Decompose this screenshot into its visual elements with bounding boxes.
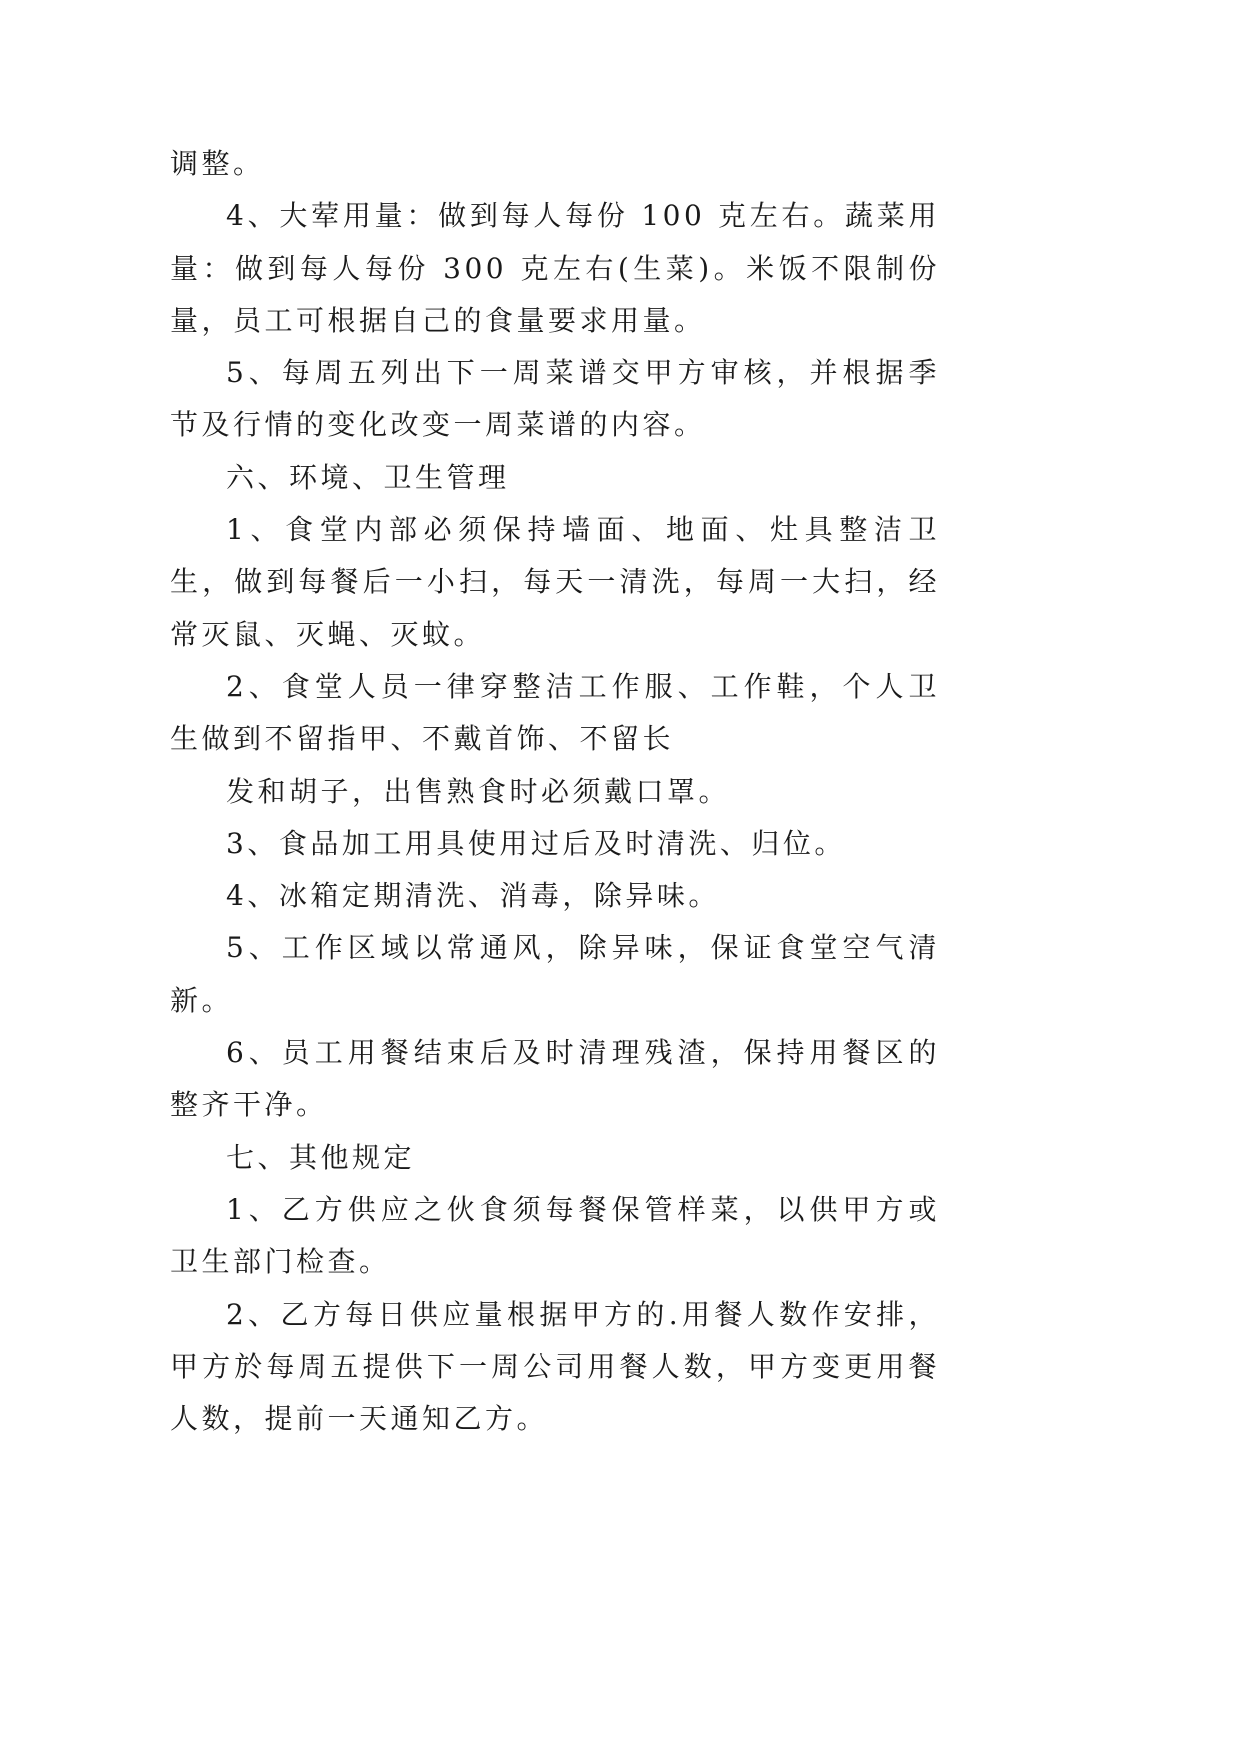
paragraph-meat-vegetable-portion: 4、大荤用量：做到每人每份 100 克左右。蔬菜用量：做到每人每份 300 克左右(生菜)。米饭不限制份量，员工可根据自己的食量要求用量。 <box>170 199 940 337</box>
paragraph-daily-supply: 2、乙方每日供应量根据甲方的.用餐人数作安排，甲方於每周五提供下一周公司用餐人数，甲方变更用餐人数，提前一天通知乙方。 <box>170 1297 940 1436</box>
paragraph-staff-uniform-continued: 发和胡子，出售熟食时必须戴口罩。 <box>226 774 731 808</box>
paragraph-staff-uniform: 2、食堂人员一律穿整洁工作服、工作鞋，个人卫生做到不留指甲、不戴首饰、不留长 <box>170 669 940 756</box>
paragraph-weekly-menu: 5、每周五列出下一周菜谱交甲方审核，并根据季节及行情的变化改变一周菜谱的内容。 <box>170 356 940 442</box>
section-heading-hygiene: 六、环境、卫生管理 <box>226 460 510 494</box>
document-body <box>170 138 940 1445</box>
paragraph-ventilation: 5、工作区域以常通风，除异味，保证食堂空气清新。 <box>170 931 940 1017</box>
paragraph-canteen-cleaning: 1、食堂内部必须保持墙面、地面、灶具整洁卫生，做到每餐后一小扫，每天一清洗，每周一大扫，经常灭鼠、灭蝇、灭蚊。 <box>170 513 940 651</box>
paragraph-dining-area: 6、员工用餐结束后及时清理残渣，保持用餐区的整齐干净。 <box>170 1036 940 1122</box>
paragraph-fridge: 4、冰箱定期清洗、消毒，除异味。 <box>226 879 720 913</box>
paragraph-utensils: 3、食品加工用具使用过后及时清洗、归位。 <box>226 826 846 860</box>
section-heading-other: 七、其他规定 <box>226 1140 416 1174</box>
paragraph-continuation: 调整。 <box>170 147 265 180</box>
paragraph-food-samples: 1、乙方供应之伙食须每餐保管样菜，以供甲方或卫生部门检查。 <box>170 1192 940 1279</box>
